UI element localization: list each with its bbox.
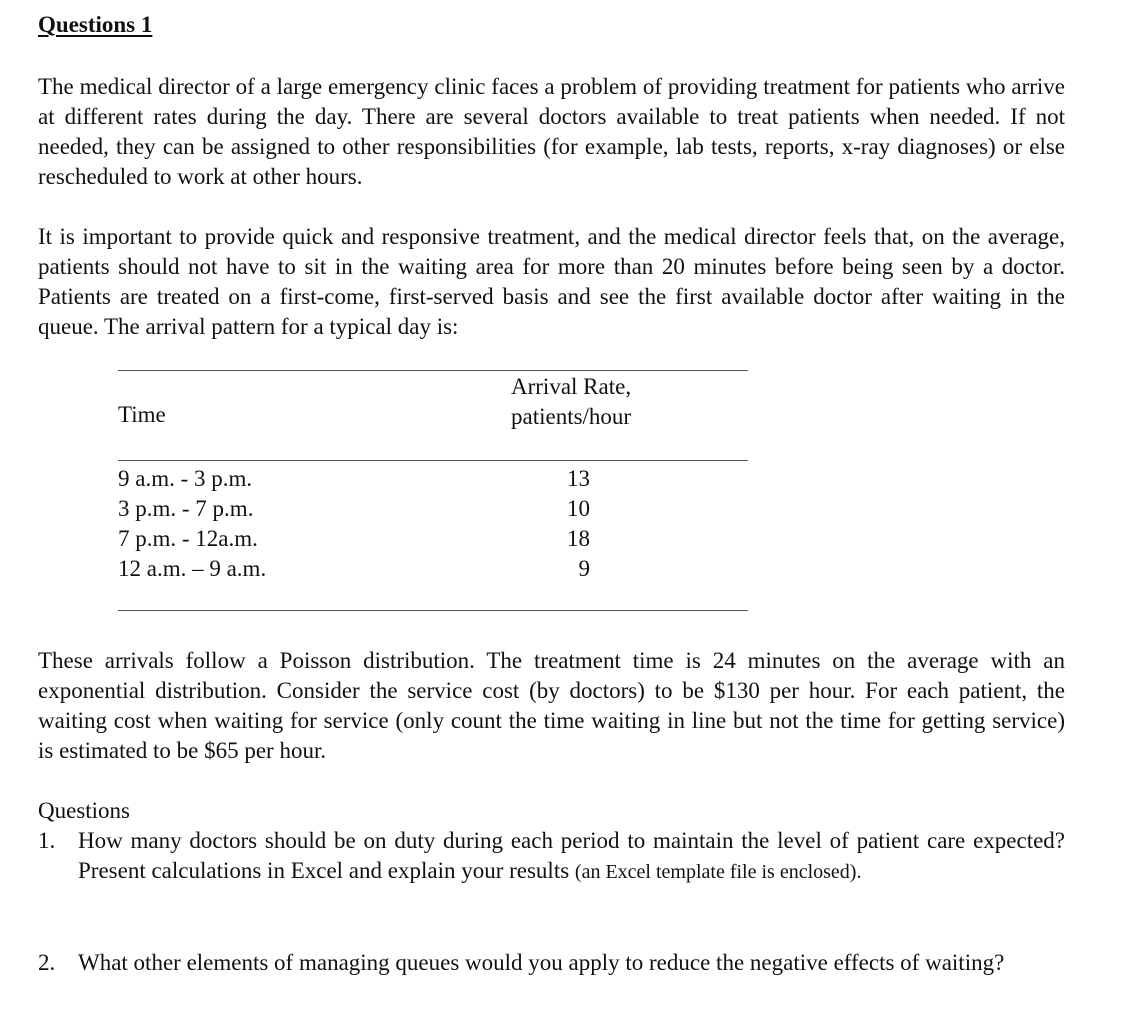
table-header-rule: [118, 460, 748, 461]
question-list: [38, 826, 1065, 887]
question-note: (an Excel template file is enclosed).: [574, 861, 862, 883]
table-body: [118, 464, 748, 584]
questions-heading: Questions: [38, 798, 130, 823]
table-bottom-rule: [118, 610, 748, 611]
column-header-time: Time: [118, 402, 166, 427]
row-rate: 10: [567, 496, 590, 521]
requirement-paragraph: It is important to provide quick and responsive treatment, and the medical director feels that, on the average, patients should not have to sit in the waiting area for more than 20 minutes before being seen by a doctor. Patients are treated on a first-come, first-served basis and see the first available doctor after waiting in the queue. The arrival pattern for a typical day is:: [38, 224, 1065, 339]
table-top-rule: [118, 370, 748, 371]
question-list: [38, 948, 1065, 978]
arrival-rate-table: [118, 362, 748, 614]
row-rate: 13: [567, 466, 590, 491]
question-item: [38, 948, 1065, 978]
intro-paragraph: The medical director of a large emergency clinic faces a problem of providing treatment for patients who arrive at different rates during the day. There are several doctors available to treat patients when needed. If not needed, they can be assigned to other responsibilities (for example, lab tests, reports, x-ray diagnoses) or else rescheduled to work at other hours.: [38, 74, 1065, 189]
column-header-rate-line1: Arrival Rate,: [511, 374, 632, 399]
row-rate: 18: [567, 526, 590, 551]
column-header-arrival-rate: [511, 372, 631, 432]
row-time: 12 a.m. – 9 a.m.: [118, 556, 267, 581]
row-time: 9 a.m. - 3 p.m.: [118, 466, 253, 491]
distribution-paragraph: These arrivals follow a Poisson distribution. The treatment time is 24 minutes on the average with an exponential distribution. Consider the service cost (by doctors) to be $130 per hour. For each patient, the waiting cost when waiting for service (only count the time waiting in line but not the time for getting service) is estimated to be $65 per hour.: [38, 648, 1065, 763]
page-title: Questions 1: [38, 12, 153, 37]
table-row: [118, 554, 748, 584]
row-time: 3 p.m. - 7 p.m.: [118, 496, 254, 521]
table-row: [118, 464, 748, 494]
question-body: How many doctors should be on duty during each period to maintain the level of patient care expected? Present calculations in Excel and explain your results: [78, 828, 1065, 883]
column-header-rate-line2: patients/hour: [511, 404, 632, 429]
question-item: [38, 826, 1065, 887]
table-row: [118, 494, 748, 524]
row-time: 7 p.m. - 12a.m.: [118, 526, 258, 551]
question-text: [78, 826, 1065, 887]
row-rate: 9: [578, 556, 590, 581]
question-text: What other elements of managing queues would you apply to reduce the negative effects of waiting?: [78, 950, 1005, 975]
question-number: 2.: [38, 950, 56, 975]
table-row: [118, 524, 748, 554]
question-number: 1.: [38, 828, 56, 853]
